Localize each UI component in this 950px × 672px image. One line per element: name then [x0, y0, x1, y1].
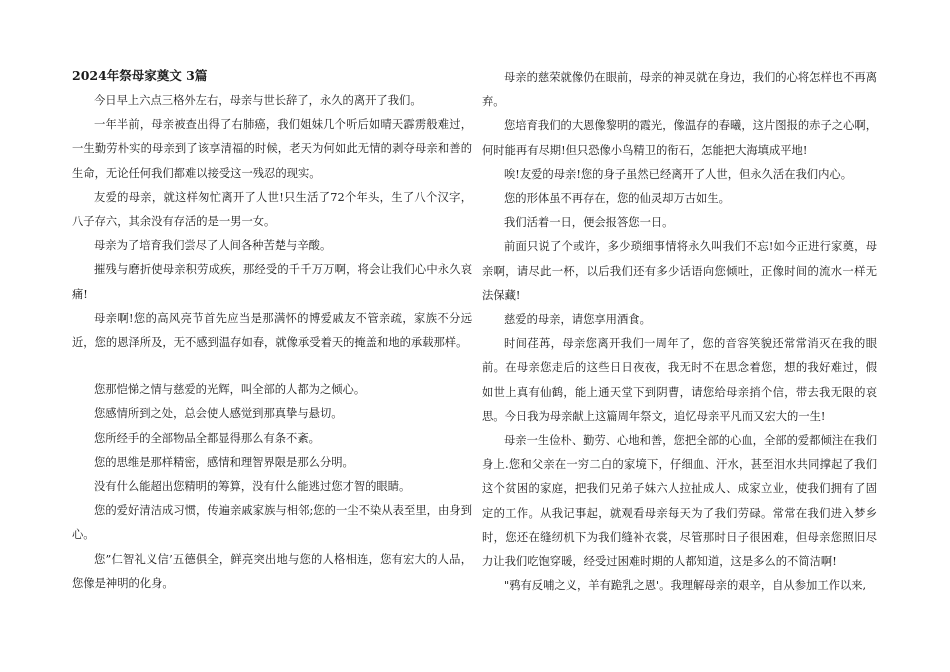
paragraph: 母亲的慈荣就像仍在眼前，母亲的神灵就在身边，我们的心将怎样也不再离弃。	[482, 71, 877, 109]
paragraph: 您的形体虽不再存在，您的仙灵却万古如生。	[504, 192, 730, 206]
paragraph: "鸦有反哺之义，羊有跪乳之恩'。我理解母亲的艰辛，自从参加工作以来,	[504, 579, 867, 593]
paragraph: 母亲啊!您的高风亮节首先应当是那满怀的博爱戚友不管亲疏，家族不分远近，您的恩泽所及，无不感到温存如春，就像承受着天的掩盖和地的承载那样。	[72, 311, 472, 350]
paragraph: 慈爱的母亲，请您享用酒食。	[504, 313, 651, 327]
paragraph: 您感情所到之处，总会使人感觉到那真挚与悬切。	[94, 407, 343, 421]
paragraph: 没有什么能超出您精明的筹算，没有什么能逃过您才智的眼睛。	[94, 480, 411, 494]
paragraph: 今日早上六点三格外左右，母亲与世长辞了，永久的离开了我们。	[94, 94, 422, 107]
left-column	[72, 66, 472, 596]
paragraph: 您的思维是那样精密，感情和理智界限是那么分明。	[94, 455, 354, 469]
paragraph: 时间荏苒，母亲您离开我们一周年了，您的音容笑貌还常常消灭在我的眼前。在母亲您走后的这些日日夜夜，我无时不在思念着您，想的我好难过，假如世上真有仙鹤，能上通天堂下到阴曹，请您给母亲捎个信，带去我无限的哀思。今日我为母亲献上这篇周年祭文，追忆母亲平凡而又宏大的一生!	[482, 337, 877, 423]
paragraph: 前面只说了个或许，多少琐细事情将永久叫我们不忘!如今正进行家奠，母亲啊，请尽此一杯，以后我们还有多少话语向您倾吐，正像时间的流水一样无法保藏!	[482, 240, 877, 302]
paragraph: 您那恺悌之情与慈爱的光辉，叫全部的人都为之倾心。	[94, 383, 366, 397]
paragraph: 摧残与磨折使母亲积劳成疾，那经受的千千万万啊，将会让我们心中永久哀痛!	[72, 263, 472, 301]
paragraph-gap	[72, 355, 472, 378]
paragraph: 您培育我们的大恩像黎明的霞光，像温存的春曦，这片图报的赤子之心啊，何时能再有尽期!但只恐像小鸟精卫的衔石，怎能把大海填成平地!	[482, 119, 877, 157]
paragraph: 一年半前，母亲被查出得了右肺癌，我们姐妹几个听后如晴天霹雳般难过，一生勤劳朴实的母亲到了该享清福的时候，老天为何如此无情的剥夺母亲和善的生命，无论任何我们都难以接受这一残忍的现实。	[72, 118, 472, 180]
paragraph: 母亲为了培育我们尝尽了人间各种苦楚与辛酸。	[94, 239, 332, 253]
paragraph: 您所经手的全部物品全都显得那么有条不紊。	[94, 431, 320, 445]
paragraph: 唉!友爱的母亲!您的身子虽然已经离开了人世，但永久活在我们内心。	[504, 167, 852, 181]
paragraph: 友爱的母亲，就这样匆忙离开了人世!只生活了72个年头，生了八个汉字，八子存六，其余没有存活的是一男一女。	[72, 190, 472, 229]
paragraph: 您”仁智礼义信’五德俱全，鲜亮突出地与您的人格相连，您有宏大的人品，您像是神明的化身。	[72, 552, 472, 590]
right-column	[482, 66, 877, 598]
paragraph: 我们活着一日，便会报答您一日。	[504, 216, 674, 230]
paragraph: 母亲一生俭朴、勤劳、心地和善，您把全部的心血，全部的爱都倾注在我们身上.您和父亲在一穷二白的家境下，仔细血、汗水，甚至泪水共同撑起了我们这个贫困的家庭，把我们兄弟子妹六人拉扯成人、成家立业，使我们拥有了固定的工作。从我记事起，就观看母亲每天为了我们劳碌。常常在我们进入梦乡时，您还在缝纫机下为我们缝补衣裳，尽管那时日子很困难，但母亲您照旧尽力让我们吃饱穿暖，经受过困难时期的人都知道，这是多么的不简洁啊!	[482, 434, 877, 569]
document-title: 2024年祭母家奠文 3篇	[72, 68, 208, 83]
paragraph: 您的爱好清洁成习惯，传遍亲戚家族与相邻;您的一尘不染从表至里，由身到心。	[72, 504, 472, 542]
